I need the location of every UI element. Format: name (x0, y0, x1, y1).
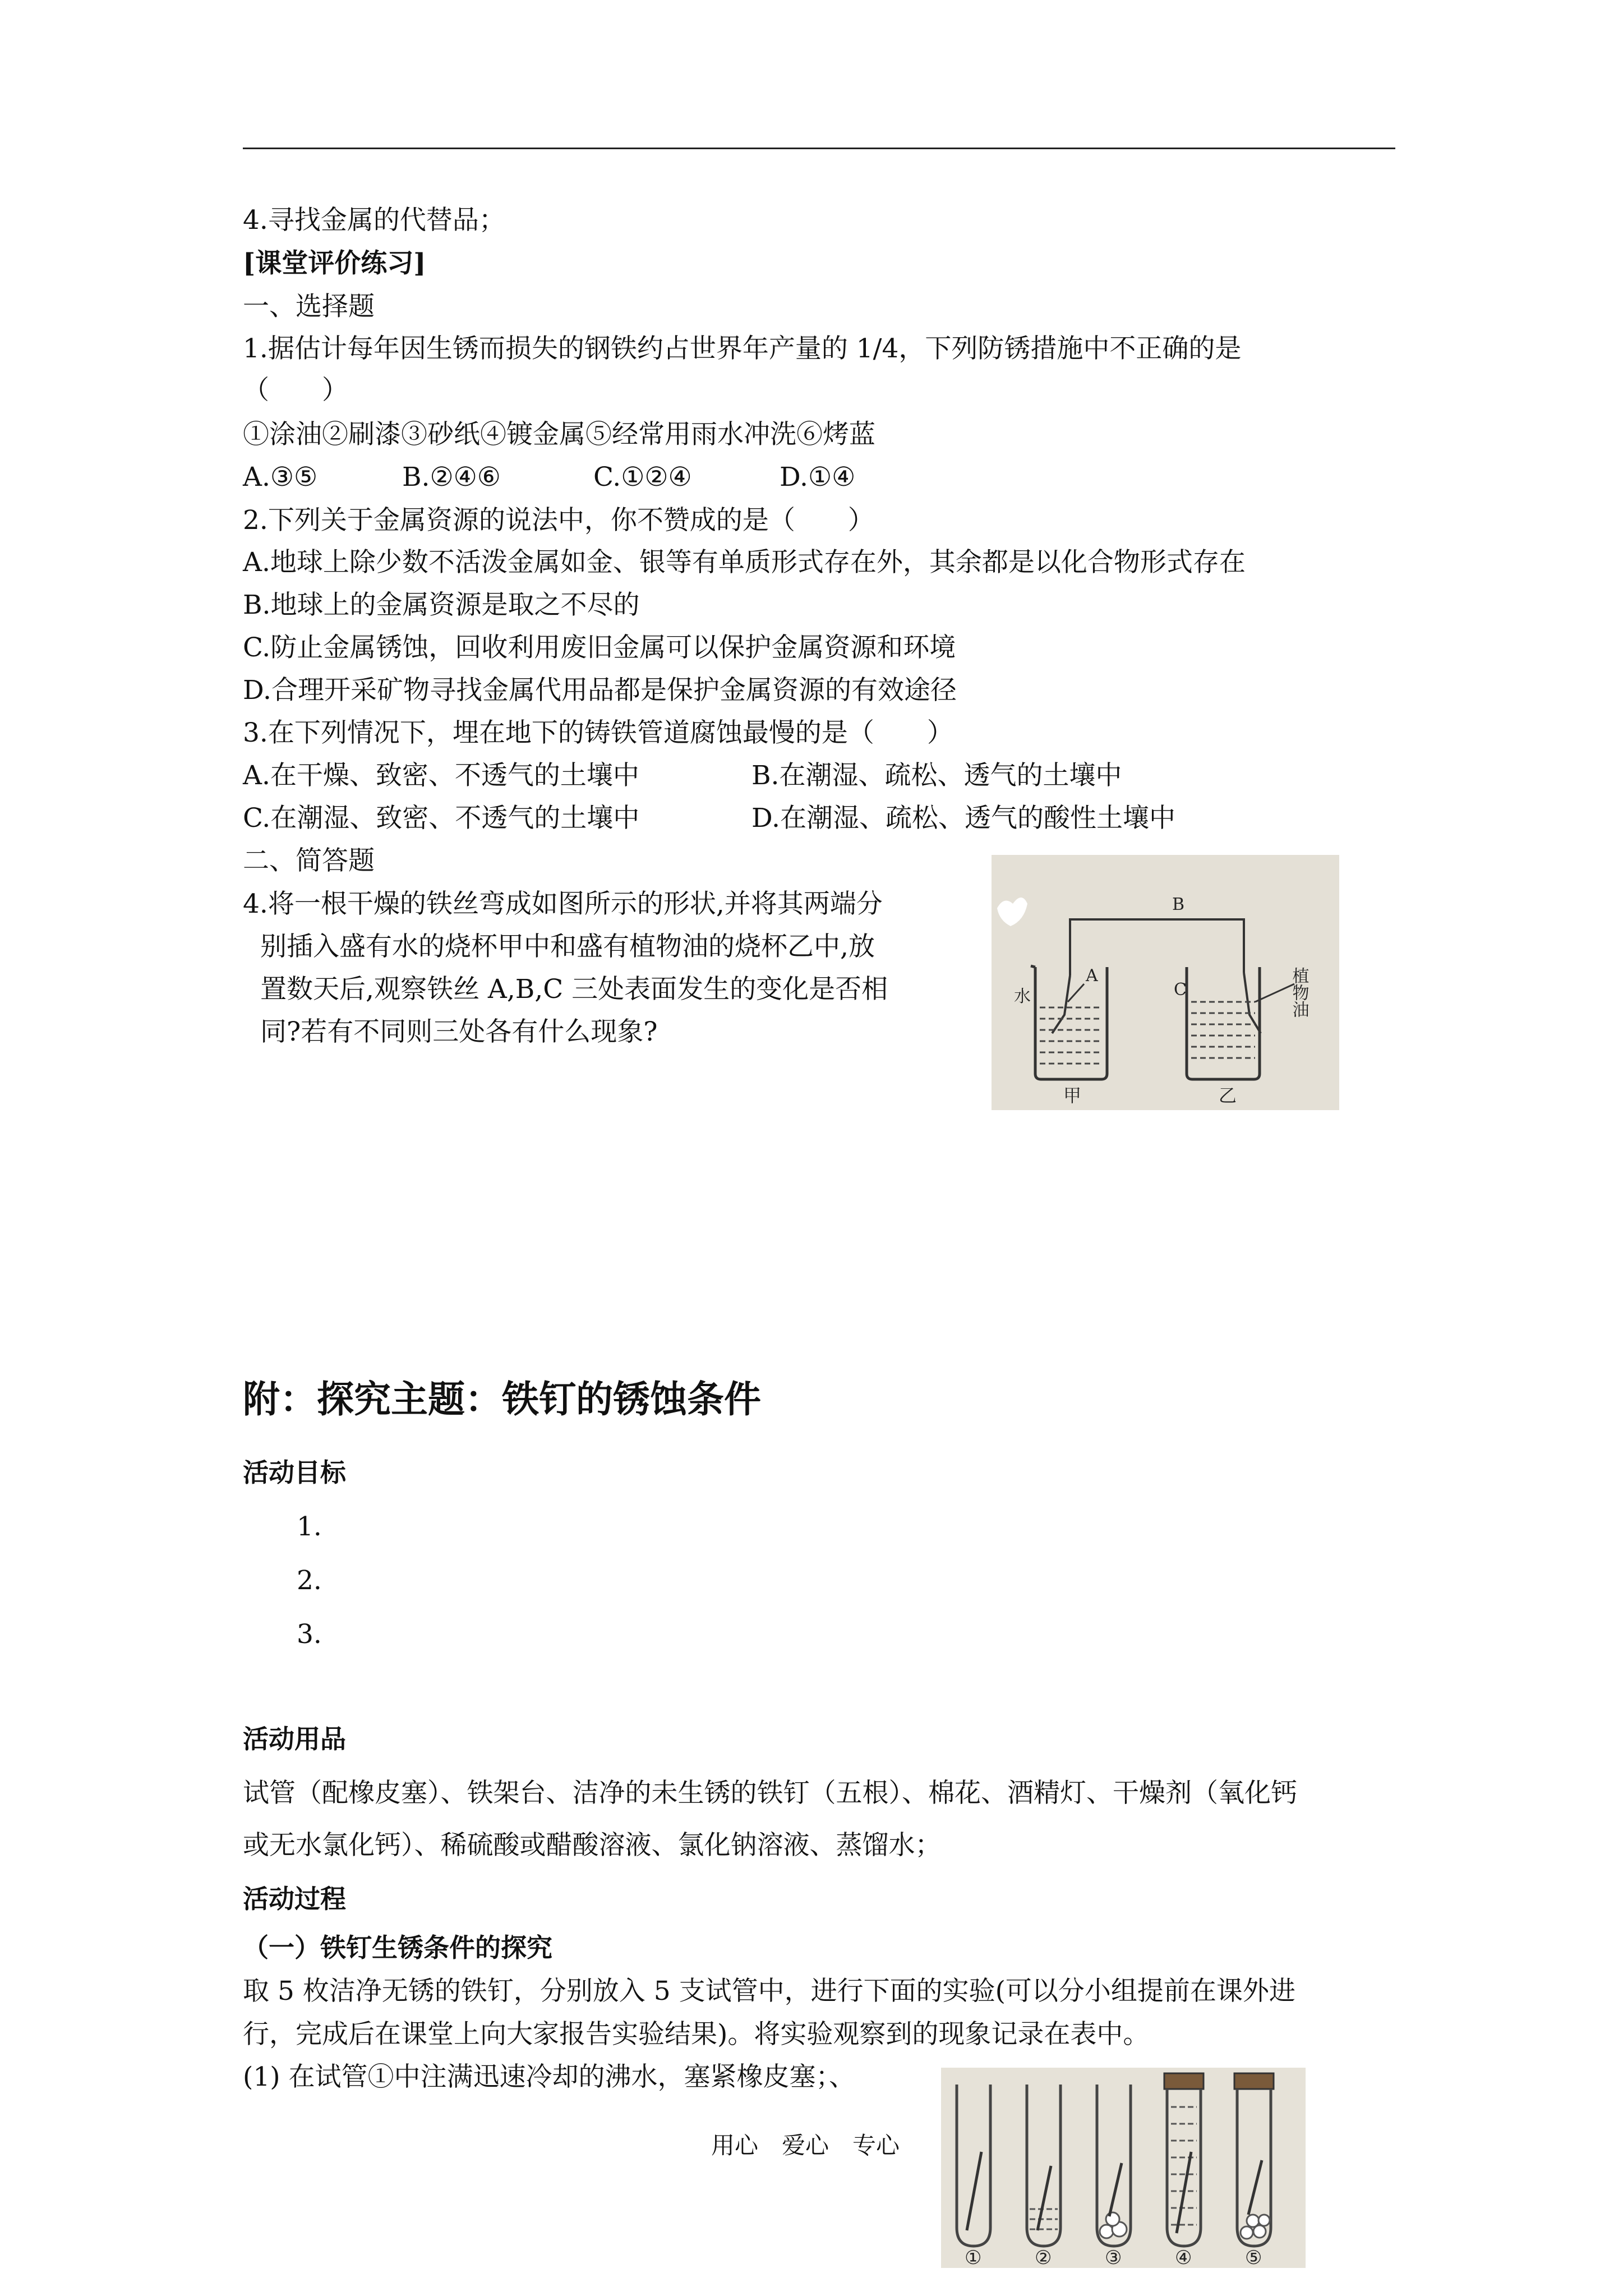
goal-item: 1. (297, 1511, 322, 1542)
question-2: 2.下列关于金属资源的说法中，你不赞成的是（ ） (243, 505, 874, 536)
supplies-text: 试管（配橡皮塞）、铁架台、洁净的未生锈的铁钉（五根）、棉花、酒精灯、干燥剂（氧化钙 (243, 1778, 1297, 1809)
tube-label-5: ⑤ (1245, 2247, 1262, 2268)
question-1-measures: ①涂油②刷漆③砂纸④镀金属⑤经常用雨水冲洗⑥烤蓝 (243, 419, 875, 450)
section-heading: 一、选择题 (243, 291, 375, 322)
question-1: 1.据估计每年因生锈而损失的钢铁约占世界年产量的 1/4，下列防锈措施中不正确的是 (243, 333, 1242, 364)
option-c: C.防止金属锈蚀，回收利用废旧金属可以保护金属资源和环境 (243, 632, 956, 663)
option-b: B.地球上的金属资源是取之不尽的 (243, 590, 640, 620)
beaker-figure (992, 855, 1339, 1110)
label-a: A (1086, 966, 1098, 986)
figure-background (992, 855, 1339, 1110)
supplies-text: 或无水氯化钙）、稀硫酸或醋酸溶液、氯化钠溶液、蒸馏水； (243, 1830, 942, 1861)
option-a: A.地球上除少数不活泼金属如金、银等有单质形式存在外，其余都是以化合物形式存在 (243, 547, 1246, 578)
subheading-rust-conditions: （一）铁钉生锈条件的探究 (243, 1932, 552, 1963)
tube-label-3: ③ (1105, 2247, 1122, 2268)
label-water: 水 (1014, 987, 1031, 1006)
option-b: B.在潮湿、疏松、透气的土壤中 (751, 760, 1122, 791)
beaker-left-lip (1031, 966, 1035, 967)
tube-label-4: ④ (1175, 2247, 1192, 2268)
appendix-title: 附：探究主题：铁钉的锈蚀条件 (243, 1378, 761, 1421)
option-d: D.在潮湿、疏松、透气的酸性土壤中 (751, 803, 1175, 834)
question-4: 别插入盛有水的烧杯甲中和盛有植物油的烧杯乙中,放 (260, 931, 875, 962)
answer-blank: （ ） (243, 375, 348, 406)
heading-supplies: 活动用品 (243, 1724, 346, 1754)
label-beaker-left: 甲 (1063, 1085, 1082, 1106)
section-heading: 二、简答题 (243, 845, 375, 876)
option-a: A.在干燥、致密、不透气的土壤中 (243, 760, 639, 791)
option-a: A.③⑤ (243, 462, 318, 493)
process-text: 取 5 枚洁净无锈的铁钉，分别放入 5 支试管中，进行下面的实验(可以分小组提前在课外进 (243, 1976, 1295, 2007)
heading-process: 活动过程 (243, 1884, 346, 1914)
text-line: 4.寻找金属的代替品； (243, 205, 505, 236)
question-3: 3.在下列情况下，埋在地下的铸铁管道腐蚀最慢的是（ ） (243, 717, 953, 748)
goal-item: 2. (297, 1565, 322, 1596)
label-oil: 植物油 (1289, 967, 1309, 1018)
section-heading: [课堂评价练习] (243, 248, 426, 279)
tube-label-1: ① (965, 2247, 982, 2268)
option-d: D.合理开采矿物寻找金属代用品都是保护金属资源的有效途径 (243, 675, 957, 706)
label-c: C (1174, 980, 1187, 1000)
process-text: 行，完成后在课堂上向大家报告实验结果)。将实验观察到的现象记录在表中。 (243, 2019, 1150, 2050)
question-4: 同?若有不同则三处各有什么现象? (260, 1016, 658, 1047)
goal-item: 3. (297, 1619, 322, 1650)
option-d: D.①④ (780, 462, 856, 493)
test-tube-figure (941, 2068, 1306, 2268)
option-c: C.在潮湿、致密、不透气的土壤中 (243, 803, 640, 834)
question-4: 4.将一根干燥的铁丝弯成如图所示的形状,并将其两端分 (243, 889, 883, 919)
process-step-1: (1) 在试管①中注满迅速冷却的沸水，塞紧橡皮塞；、 (243, 2062, 856, 2092)
label-b: B (1172, 895, 1185, 914)
heading-goals: 活动目标 (243, 1457, 346, 1488)
page-footer: 用心 爱心 专心 (711, 2132, 900, 2159)
label-beaker-right: 乙 (1219, 1085, 1237, 1106)
header-rule (243, 148, 1395, 149)
option-c: C.①②④ (593, 462, 692, 493)
question-4: 置数天后,观察铁丝 A,B,C 三处表面发生的变化是否相 (260, 974, 888, 1005)
option-b: B.②④⑥ (402, 462, 501, 493)
tube-label-2: ② (1035, 2247, 1052, 2268)
